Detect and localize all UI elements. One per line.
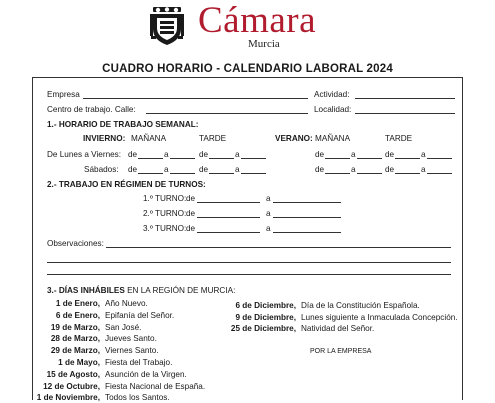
de-label: de: [385, 165, 395, 174]
actividad-label: Actividad:: [314, 90, 350, 99]
holiday-name: Epifanía del Señor.: [105, 310, 175, 320]
holiday-date: 1 de Noviembre,: [36, 393, 100, 403]
de-label: de: [315, 150, 325, 159]
time-field[interactable]: [325, 173, 350, 174]
turno-1-label: 1.º TURNO:: [143, 194, 187, 203]
time-field[interactable]: [138, 173, 163, 174]
holiday-name: Viernes Santo.: [105, 346, 159, 356]
time-field[interactable]: [357, 158, 382, 159]
a-label: a: [351, 150, 356, 159]
section-2-title: 2.- TRABAJO EN RÉGIMEN DE TURNOS:: [47, 180, 206, 189]
time-field[interactable]: [138, 158, 163, 159]
localidad-field[interactable]: [355, 113, 455, 114]
form-box: [32, 77, 463, 403]
de-label: de: [199, 165, 209, 174]
time-field[interactable]: [209, 173, 234, 174]
observaciones-field[interactable]: [47, 274, 451, 275]
turno-3-to-field[interactable]: [273, 232, 341, 233]
section-1-title: 1.- HORARIO DE TRABAJO SEMANAL:: [47, 120, 199, 129]
section-3-title-bold: 3.- DÍAS INHÁBILES: [47, 286, 125, 295]
brand-name: Cámara: [198, 0, 317, 41]
time-field[interactable]: [395, 173, 420, 174]
time-field[interactable]: [241, 173, 266, 174]
a-label: a: [421, 150, 426, 159]
de-label: de: [186, 194, 196, 203]
a-label: a: [266, 224, 271, 233]
time-field[interactable]: [395, 158, 420, 159]
a-label: a: [351, 165, 356, 174]
a-label: a: [266, 209, 271, 218]
de-label: de: [315, 165, 325, 174]
de-label: de: [385, 150, 395, 159]
a-label: a: [164, 165, 169, 174]
holiday-name: Lunes siguiente a Inmaculada Concepción.: [301, 312, 458, 322]
verano-tarde-header: TARDE: [385, 134, 413, 143]
observaciones-field[interactable]: [106, 247, 451, 248]
centro-field[interactable]: [146, 113, 308, 114]
invierno-manana-header: MAÑANA: [131, 134, 167, 143]
observaciones-field[interactable]: [47, 262, 451, 263]
verano-manana-header: MAÑANA: [315, 134, 351, 143]
holiday-date: 9 de Diciembre,: [235, 312, 296, 322]
signature-label: POR LA EMPRESA: [310, 348, 372, 355]
time-field[interactable]: [170, 173, 195, 174]
holiday-name: Día de la Constitución Española.: [301, 301, 420, 310]
holiday-date: 12 de Octubre,: [43, 381, 100, 391]
holiday-date: 6 de Enero,: [55, 310, 100, 320]
holiday-date: 15 de Agosto,: [46, 369, 100, 379]
time-field[interactable]: [241, 158, 266, 159]
de-label: de: [186, 209, 196, 218]
turno-3-from-field[interactable]: [197, 232, 260, 233]
holiday-name: Fiesta Nacional de España.: [105, 381, 206, 391]
turno-2-from-field[interactable]: [197, 217, 260, 218]
holiday-date: 1 de Mayo,: [58, 358, 100, 367]
time-field[interactable]: [427, 158, 452, 159]
holiday-name: Todos los Santos.: [105, 393, 170, 403]
invierno-label: INVIERNO:: [83, 134, 126, 143]
invierno-tarde-header: TARDE: [199, 134, 227, 143]
a-label: a: [235, 165, 240, 174]
localidad-label: Localidad:: [314, 105, 352, 114]
empresa-label: Empresa: [47, 90, 80, 99]
holiday-date: 29 de Marzo,: [50, 346, 100, 356]
actividad-field[interactable]: [355, 98, 455, 99]
observaciones-label: Observaciones:: [47, 239, 104, 248]
de-label: de: [186, 224, 196, 233]
time-field[interactable]: [357, 173, 382, 174]
a-label: a: [164, 150, 169, 159]
sabados-label: Sábados:: [84, 165, 119, 174]
brand-city: Murcia: [248, 38, 280, 50]
verano-label: VERANO:: [275, 134, 313, 143]
time-field[interactable]: [209, 158, 234, 159]
holiday-name: Asunción de la Virgen.: [105, 369, 187, 379]
turno-1-to-field[interactable]: [273, 202, 341, 203]
empresa-field[interactable]: [83, 98, 308, 99]
a-label: a: [266, 194, 271, 203]
section-3-title-rest: EN LA REGIÓN DE MURCIA:: [124, 286, 236, 295]
time-field[interactable]: [170, 158, 195, 159]
page-title: CUADRO HORARIO - CALENDARIO LABORAL 2024: [102, 63, 393, 75]
lunes-viernes-label: De Lunes a Viernes:: [47, 150, 122, 159]
de-label: de: [199, 150, 209, 159]
holiday-date: 19 de Marzo,: [50, 322, 100, 332]
holiday-name: Fiesta del Trabajo.: [105, 358, 173, 367]
de-label: de: [128, 165, 138, 174]
holiday-name: San José.: [105, 322, 142, 332]
section-3-title: [47, 286, 235, 296]
holiday-name: Jueves Santo.: [105, 334, 157, 344]
holiday-date: 28 de Marzo,: [50, 334, 100, 344]
holiday-date: 25 de Diciembre,: [230, 324, 296, 333]
time-field[interactable]: [325, 158, 350, 159]
crest-icon: [150, 7, 184, 45]
turno-3-label: 3.º TURNO:: [143, 224, 187, 233]
time-field[interactable]: [427, 173, 452, 174]
de-label: de: [128, 150, 138, 159]
holiday-name: Natividad del Señor.: [301, 324, 375, 333]
turno-2-to-field[interactable]: [273, 217, 341, 218]
turno-1-from-field[interactable]: [197, 202, 260, 203]
holiday-date: 1 de Enero,: [55, 299, 100, 308]
turno-2-label: 2.º TURNO:: [143, 209, 187, 218]
centro-label: Centro de trabajo. Calle:: [47, 105, 136, 114]
holiday-name: Año Nuevo.: [105, 299, 148, 308]
a-label: a: [421, 165, 426, 174]
holiday-date: 6 de Diciembre,: [235, 301, 296, 310]
a-label: a: [235, 150, 240, 159]
